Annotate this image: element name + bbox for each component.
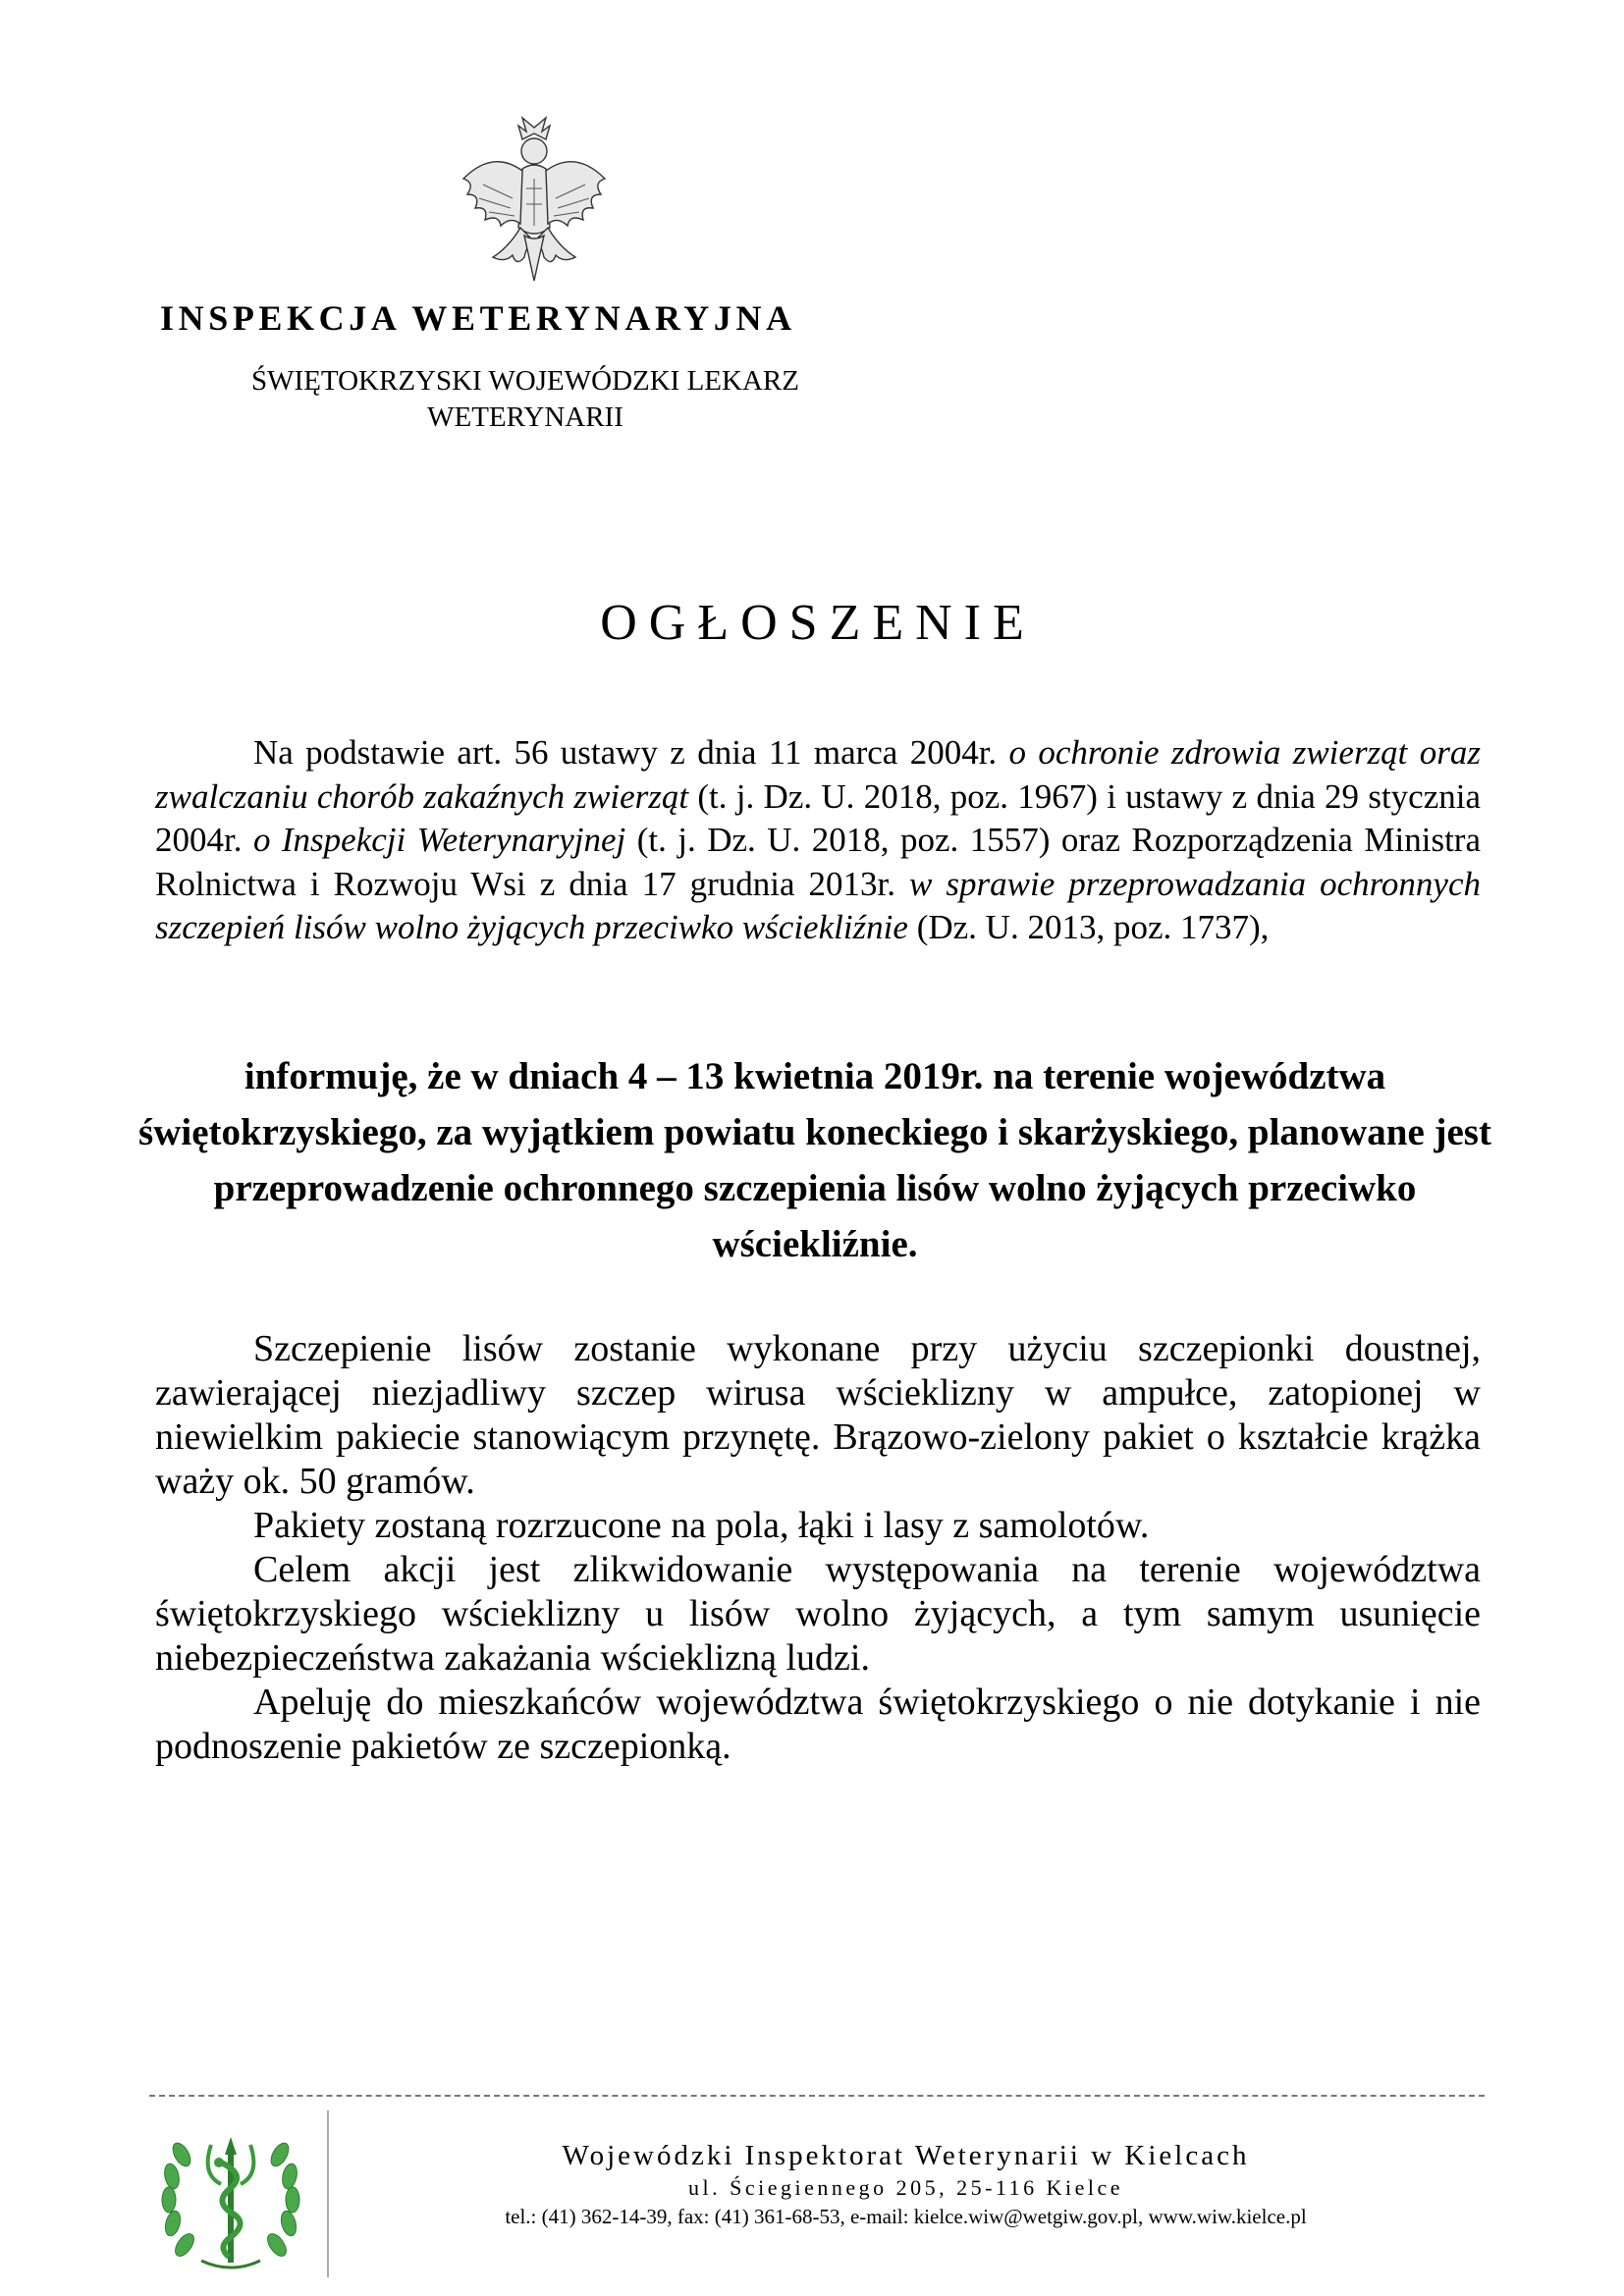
legal-act-title-3: w sprawie przeprowadzania ochronnych szczepień lisów wolno żyjących przeciwko wściekliźnie (155, 864, 1481, 946)
footer-separator (327, 2110, 329, 2277)
body-paragraph-1: Szczepienie lisów zostanie wykonane przy użyciu szczepionki doustnej, zawierającej niezjadliwy szczep wirusa wścieklizny w ampułce, zatopionej w niewielkim pakiecie stanowiącym przynętę. Brązowo-zielony pakiet o kształcie krążka waży ok. 50 gramów. (155, 1328, 1481, 1502)
legal-act-title-2: o Inspekcji Weterynaryjnej (252, 821, 626, 859)
footer-contact-line: tel.: (41) 362-14-39, fax: (41) 361-68-53, e-mail: kielce.wiw@wetgiw.gov.pl, www.wiw.kielce.pl (505, 2205, 1307, 2228)
legal-text-3: (t. j. Dz. U. 2018, poz. 1557) oraz Rozporządzenia Ministra Rolnictwa i Rozwoju Wsi z dnia 17 grudnia 2013r. (155, 821, 1482, 903)
legal-text-4: (Dz. U. 2013, poz. 1737), (907, 908, 1270, 946)
document-title: OGŁOSZENIE (600, 595, 1036, 651)
body-paragraph-4: Apeluję do mieszkańców województwa świętokrzyskiego o nie dotykanie i nie podnoszenie pakietów ze szczepionką. (155, 1682, 1481, 1767)
polish-eagle-icon (454, 110, 615, 287)
legal-act-title-1: o ochronie zdrowia zwierząt oraz zwalczaniu chorób zakaźnych zwierząt (155, 733, 1481, 816)
footer-org-name: Wojewódzki Inspektorat Weterynarii w Kielcach (562, 2140, 1250, 2171)
institution-name: INSPEKCJA WETERYNARYJNA (160, 298, 796, 338)
footer-contact (339, 2138, 1473, 2230)
institution-subtitle (177, 363, 874, 436)
body-paragraph-2: Pakiety zostaną rozrzucone na pola, łąki i lasy z samolotów. (253, 1505, 1150, 1546)
announcement-highlight: informuję, że w dniach 4 – 13 kwietnia 2019r. na terenie województwa świętokrzyskiego, za wyjątkiem powiatu koneckiego i skarżyskiego, planowane jest przeprowadzenie ochronnego szczepienia lisów wolno żyjących przeciwko wściekliźnie. (138, 1055, 1491, 1265)
legal-text-1: Na podstawie art. 56 ustawy z dnia 11 marca 2004r. (253, 733, 1009, 772)
body-paragraph-3: Celem akcji jest zlikwidowanie występowania na terenie województwa świętokrzyskiego wścieklizny u lisów wolno żyjących, a tym samym usunięcie niebezpieczeństwa zakażania wścieklizną ludzi. (155, 1549, 1481, 1679)
footer-address: ul. Ściegiennego 205, 25-116 Kielce (687, 2175, 1124, 2200)
subtitle-line-2: WETERYNARII (427, 401, 623, 433)
announcement-body (155, 1327, 1481, 1769)
legal-text-2: (t. j. Dz. U. 2018, poz. 1967) i ustawy z dnia 29 stycznia 2004r. (155, 776, 1481, 859)
veterinary-caduceus-icon (152, 2115, 309, 2282)
footer-divider (149, 2095, 1485, 2097)
legal-basis-paragraph (155, 731, 1481, 950)
subtitle-line-1: ŚWIĘTOKRZYSKI WOJEWÓDZKI LEKARZ (251, 365, 799, 397)
